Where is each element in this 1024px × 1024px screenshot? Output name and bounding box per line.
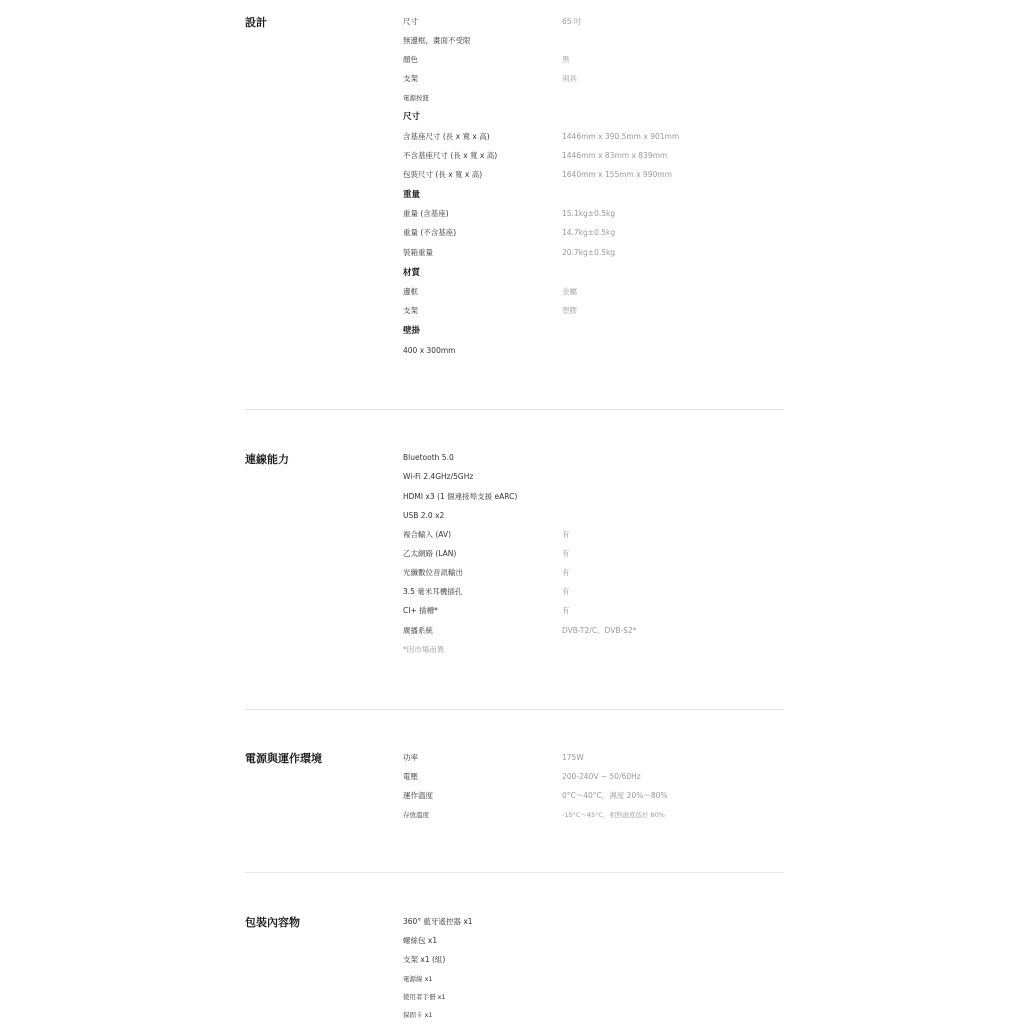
spec-row xyxy=(0,72,1024,86)
spec-footnote: *因市場而異 xyxy=(403,645,445,654)
spec-value: 1446mm x 390.5mm x 901mm xyxy=(562,132,680,141)
section-divider xyxy=(245,872,784,873)
spec-label: 顏色 xyxy=(403,55,418,64)
spec-value: 175W xyxy=(562,753,584,762)
spec-row xyxy=(0,490,1024,504)
spec-label: 支架 xyxy=(403,306,418,315)
spec-label: 尺寸 xyxy=(403,17,418,26)
spec-label: 支架 x1 (組) xyxy=(403,955,446,964)
spec-value: -15°C～45°C，相對濕度低於 80% xyxy=(562,811,665,819)
spec-label: 包裝尺寸 (長 x 寬 x 高) xyxy=(403,170,483,179)
spec-value: DVB-T2/C、DVB-S2* xyxy=(562,626,637,635)
spec-value: 塑膠 xyxy=(562,306,577,315)
spec-value: 兩具 xyxy=(562,74,577,83)
spec-label: 電壓 xyxy=(403,772,418,781)
spec-row xyxy=(0,53,1024,67)
spec-label: 重量 (含基座) xyxy=(403,209,449,218)
spec-row xyxy=(0,451,1024,465)
spec-value: 有 xyxy=(562,587,570,596)
section-title-package: 包裝內容物 xyxy=(245,916,300,929)
spec-row xyxy=(0,643,1024,657)
spec-row xyxy=(0,915,1024,929)
spec-label: Wi-Fi 2.4GHz/5GHz xyxy=(403,472,474,481)
spec-label: 功率 xyxy=(403,753,418,762)
spec-label: 光纖數位音訊輸出 xyxy=(403,568,463,577)
spec-value: 有 xyxy=(562,530,570,539)
spec-row xyxy=(0,324,1024,338)
spec-row xyxy=(0,990,1024,1004)
spec-row xyxy=(0,547,1024,561)
spec-label: 支架 xyxy=(403,74,418,83)
section-title-power: 電源與運作環境 xyxy=(245,752,322,765)
spec-label: 邊框 xyxy=(403,287,418,296)
spec-row xyxy=(0,972,1024,986)
spec-label: CI+ 插槽* xyxy=(403,606,438,615)
section-title-connectivity: 連線能力 xyxy=(245,453,289,466)
spec-label: 使用者手冊 x1 xyxy=(403,993,446,1001)
spec-label: 電源按鈕 xyxy=(403,94,429,102)
spec-value: 0°C～40°C，濕度 20%～80% xyxy=(562,791,668,800)
spec-row xyxy=(0,624,1024,638)
spec-value: 金屬 xyxy=(562,287,577,296)
spec-row xyxy=(0,751,1024,765)
spec-row xyxy=(0,789,1024,803)
spec-row xyxy=(0,226,1024,240)
spec-value: 20.7kg±0.5kg xyxy=(562,248,616,257)
spec-label: 重量 (不含基座) xyxy=(403,228,457,237)
spec-row xyxy=(0,285,1024,299)
spec-label: 360° 藍牙遙控器 x1 xyxy=(403,917,473,926)
spec-row xyxy=(0,470,1024,484)
spec-group-heading: 尺寸 xyxy=(403,112,421,122)
spec-group-heading: 材質 xyxy=(403,268,421,278)
spec-group-heading: 壁掛 xyxy=(403,326,421,336)
spec-label: HDMI x3 (1 個連接埠支援 eARC) xyxy=(403,492,518,501)
spec-value: 200-240V ~ 50/60Hz xyxy=(562,772,641,781)
spec-row xyxy=(0,604,1024,618)
spec-label: Bluetooth 5.0 xyxy=(403,453,454,462)
section-divider xyxy=(245,409,784,410)
spec-row xyxy=(0,934,1024,948)
spec-row xyxy=(0,188,1024,202)
spec-row xyxy=(0,149,1024,163)
spec-value: 黑 xyxy=(562,55,570,64)
spec-row xyxy=(0,168,1024,182)
spec-value: 14.7kg±0.5kg xyxy=(562,228,616,237)
spec-value: 65 吋 xyxy=(562,17,582,26)
spec-label: 含基座尺寸 (長 x 寬 x 高) xyxy=(403,132,490,141)
spec-row xyxy=(0,110,1024,124)
spec-label: 裝箱重量 xyxy=(403,248,433,257)
spec-value: 15.1kg±0.5kg xyxy=(562,209,616,218)
section-divider xyxy=(245,709,784,710)
spec-value: 有 xyxy=(562,549,570,558)
spec-row xyxy=(0,528,1024,542)
spec-label: 電源線 x1 xyxy=(403,975,433,983)
spec-label: 螺絲包 x1 xyxy=(403,936,438,945)
spec-row xyxy=(0,130,1024,144)
spec-row xyxy=(0,344,1024,358)
spec-row xyxy=(0,953,1024,967)
spec-value: 有 xyxy=(562,568,570,577)
spec-row xyxy=(0,91,1024,105)
spec-row xyxy=(0,304,1024,318)
spec-value: 1446mm x 83mm x 839mm xyxy=(562,151,668,160)
spec-row xyxy=(0,566,1024,580)
spec-row xyxy=(0,207,1024,221)
spec-label: 400 x 300mm xyxy=(403,346,456,355)
spec-row xyxy=(0,15,1024,29)
spec-row xyxy=(0,266,1024,280)
spec-row xyxy=(0,246,1024,260)
spec-row xyxy=(0,808,1024,822)
spec-row xyxy=(0,509,1024,523)
spec-row xyxy=(0,1008,1024,1022)
section-title-design: 設計 xyxy=(245,16,267,29)
spec-row xyxy=(0,770,1024,784)
spec-label: 乙太網路 (LAN) xyxy=(403,549,457,558)
spec-label: 保固卡 x1 xyxy=(403,1011,433,1019)
spec-row xyxy=(0,34,1024,48)
spec-group-heading: 重量 xyxy=(403,190,421,200)
spec-value: 1640mm x 155mm x 990mm xyxy=(562,170,672,179)
spec-label: 不含基座尺寸 (長 x 寬 x 高) xyxy=(403,151,498,160)
spec-label: USB 2.0 x2 xyxy=(403,511,445,520)
spec-label: 複合輸入 (AV) xyxy=(403,530,452,539)
spec-row xyxy=(0,585,1024,599)
spec-value: 有 xyxy=(562,606,570,615)
spec-label: 存放溫度 xyxy=(403,811,429,819)
spec-label: 運作溫度 xyxy=(403,791,433,800)
spec-label: 無邊框，畫面不受限 xyxy=(403,36,471,45)
spec-label: 3.5 毫米耳機插孔 xyxy=(403,587,463,596)
spec-label: 廣播系統 xyxy=(403,626,433,635)
